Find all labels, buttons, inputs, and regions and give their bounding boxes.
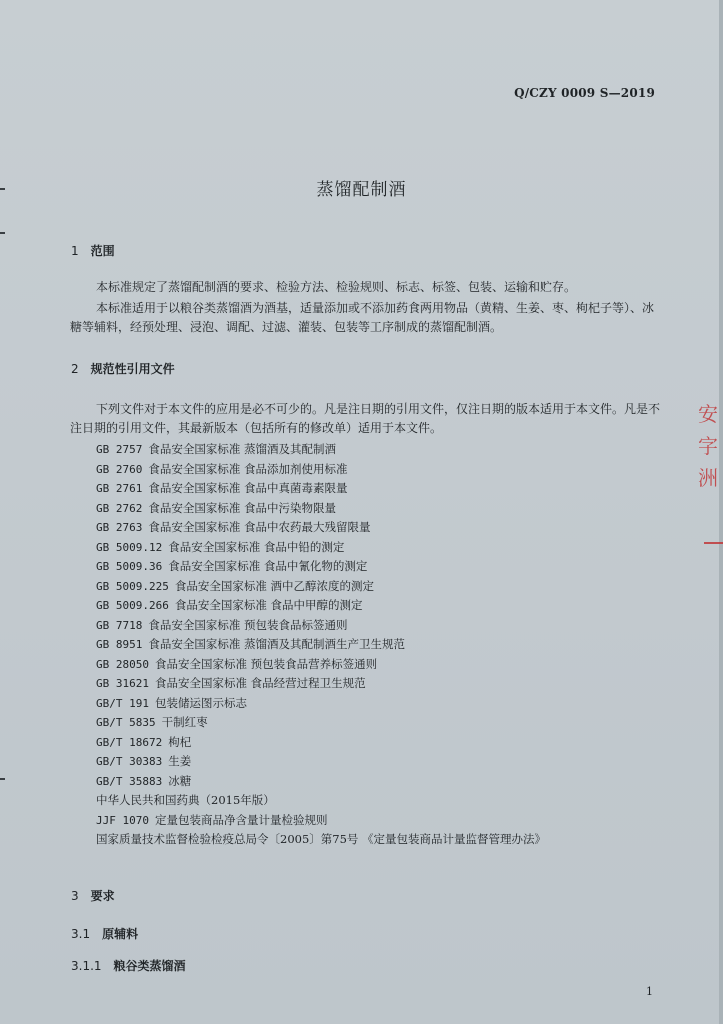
reference-item — [96, 499, 546, 519]
reference-item — [96, 440, 546, 460]
reference-title: 食品安全国家标准 预包装食品营养标签通则 — [154, 656, 378, 671]
reference-code: GB 31621 — [96, 677, 149, 690]
reference-code: GB 5009.225 — [96, 579, 169, 593]
reference-title: 冰糖 — [168, 773, 192, 788]
reference-title: 干制红枣 — [161, 715, 208, 729]
section-number: 3.1 — [71, 927, 91, 941]
reference-code: GB/T 30383 — [96, 755, 163, 768]
reference-title: 食品安全国家标准 食品中农药最大残留限量 — [148, 520, 371, 534]
reference-code: GB 7718 — [96, 618, 143, 632]
reference-item — [96, 557, 546, 577]
reference-item — [96, 596, 546, 616]
reference-item — [96, 733, 546, 753]
reference-title: 食品安全国家标准 食品中甲醇的测定 — [174, 598, 363, 612]
reference-title: 食品安全国家标准 蒸馏酒及其配制酒生产卫生规范 — [148, 637, 406, 651]
stamp-line — [704, 542, 723, 544]
reference-code: GB 2763 — [96, 521, 143, 534]
reference-title: 食品安全国家标准 酒中乙醇浓度的测定 — [174, 578, 375, 593]
reference-item — [96, 713, 546, 733]
reference-title: 国家质量技术监督检验检疫总局令〔2005〕第75号 《定量包装商品计量监督管理办法》 — [96, 832, 547, 846]
reference-title: 食品安全国家标准 预包装食品标签通则 — [148, 617, 348, 632]
reference-title: 枸杞 — [168, 734, 192, 749]
scope-paragraph-2: 本标准适用于以粮谷类蒸馏酒为酒基，适量添加或不添加药食两用物品（黄精、生姜、枣、枸杞子等）、冰糖等辅料，经预处理、浸泡、调配、过滤、灌装、包装等工序制成的蒸馏配制酒。 — [70, 301, 655, 334]
reference-code: GB/T 18672 — [96, 735, 163, 749]
section-3-1-heading — [71, 925, 138, 942]
reference-item — [96, 830, 546, 850]
reference-title: 食品安全国家标准 食品添加剂使用标准 — [148, 461, 348, 476]
section-3-1-1-heading — [71, 957, 186, 974]
reference-code: GB 2760 — [96, 462, 143, 476]
reference-code: GB 5009.12 — [96, 540, 163, 554]
reference-item — [96, 811, 546, 831]
document-code: Q/CZY 0009 S—2019 — [514, 86, 655, 100]
section-3-heading — [71, 887, 115, 904]
reference-item — [96, 538, 546, 558]
reference-code: GB/T 5835 — [96, 716, 156, 729]
section-title: 范围 — [90, 244, 115, 258]
section-number: 3 — [71, 889, 79, 903]
reference-code: JJF 1070 — [96, 813, 149, 827]
reference-title: 食品安全国家标准 食品中真菌毒素限量 — [148, 481, 348, 495]
reference-item — [96, 460, 546, 480]
reference-code: GB 28050 — [96, 657, 149, 671]
reference-item — [96, 635, 546, 655]
section-1-heading — [71, 242, 115, 259]
reference-item — [96, 694, 546, 714]
reference-title: 食品安全国家标准 蒸馏酒及其配制酒 — [148, 442, 337, 456]
reference-title: 食品安全国家标准 食品中氰化物的测定 — [168, 559, 368, 573]
reference-list — [96, 440, 546, 850]
margin-mark — [0, 232, 5, 234]
reference-title: 食品安全国家标准 食品中污染物限量 — [148, 500, 337, 515]
section-2-heading — [71, 360, 175, 377]
scope-paragraph-1: 本标准规定了蒸馏配制酒的要求、检验方法、检验规则、标志、标签、包装、运输和贮存。 — [96, 280, 577, 294]
section-title: 粮谷类蒸馏酒 — [113, 959, 186, 973]
reference-item — [96, 772, 546, 792]
page-number: 1 — [646, 985, 653, 998]
section-title: 要求 — [90, 889, 115, 903]
reference-item — [96, 479, 546, 499]
section-number: 3.1.1 — [71, 959, 102, 973]
reference-code: GB 5009.266 — [96, 599, 169, 612]
reference-item — [96, 674, 546, 694]
reference-item — [96, 791, 546, 811]
reference-title: 食品安全国家标准 食品经营过程卫生规范 — [154, 676, 366, 690]
reference-title: 包装储运图示标志 — [154, 695, 247, 710]
reference-code: GB 2761 — [96, 482, 143, 495]
reference-code: GB/T 35883 — [96, 774, 163, 788]
reference-item — [96, 577, 546, 597]
reference-code: GB/T 191 — [96, 696, 149, 710]
margin-mark — [0, 778, 5, 780]
reference-title: 中华人民共和国药典（2015年版） — [96, 793, 275, 807]
reference-item — [96, 752, 546, 772]
section-title: 原辅料 — [102, 927, 139, 941]
reference-item — [96, 616, 546, 636]
stamp-text: 安 字 洲 — [698, 402, 718, 490]
reference-title: 定量包装商品净含量计量检验规则 — [154, 812, 328, 827]
reference-code: GB 2757 — [96, 443, 143, 456]
section-title: 规范性引用文件 — [90, 362, 175, 376]
red-seal-stamp — [698, 398, 723, 548]
section-number: 2 — [71, 362, 79, 376]
reference-code: GB 8951 — [96, 638, 143, 651]
document-title: 蒸馏配制酒 — [316, 180, 407, 200]
reference-item — [96, 655, 546, 675]
reference-title: 食品安全国家标准 食品中铅的测定 — [168, 539, 345, 554]
reference-title: 生姜 — [168, 754, 192, 768]
section-number: 1 — [71, 244, 79, 258]
references-intro: 下列文件对于本文件的应用是必不可少的。凡是注日期的引用文件，仅注日期的版本适用于本文件。凡是不注日期的引用文件，其最新版本（包括所有的修改单）适用于本文件。 — [70, 402, 661, 435]
reference-code: GB 5009.36 — [96, 560, 163, 573]
reference-code: GB 2762 — [96, 501, 143, 515]
reference-item — [96, 518, 546, 538]
